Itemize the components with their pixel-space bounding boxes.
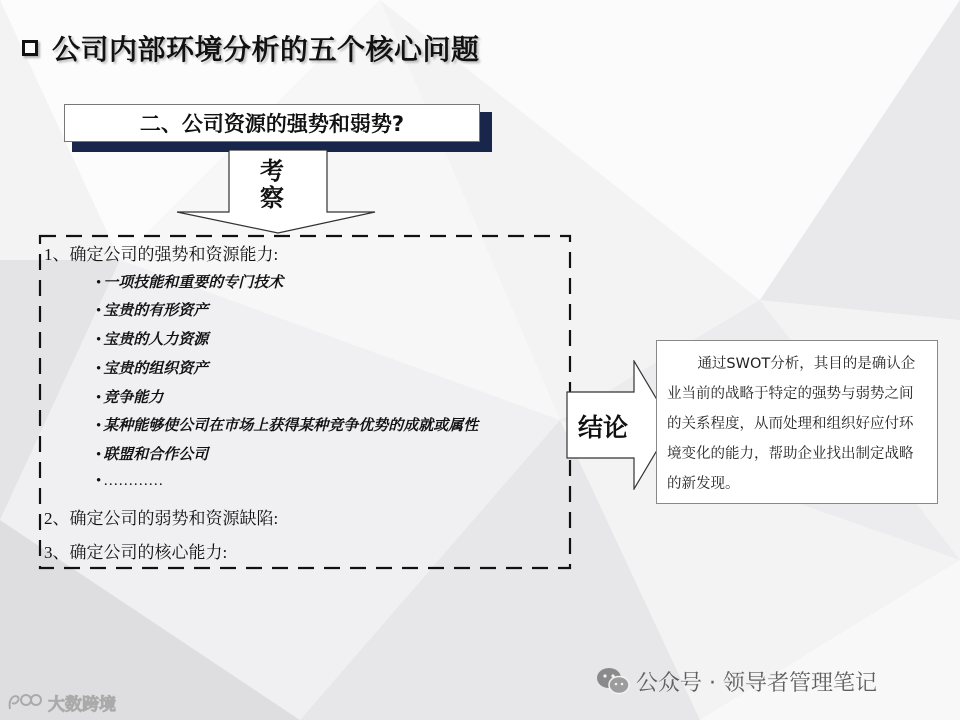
strength-item: • 宝贵的人力资源 bbox=[96, 330, 209, 348]
strength-item: • 联盟和合作公司 bbox=[96, 445, 209, 463]
conclusion-text: 通过SWOT分析，其目的是确认企业当前的战略于特定的强势与弱势之间的关系程度，从而处理和组织好应付环境变化的能力，帮助企业找出制定战略的新发现。 bbox=[667, 356, 916, 492]
conclusion-box bbox=[656, 340, 938, 504]
watermark bbox=[596, 664, 877, 698]
strength-item: • 宝贵的组织资产 bbox=[96, 359, 209, 377]
strength-item: • ………… bbox=[96, 473, 164, 489]
square-bullet-icon bbox=[22, 40, 38, 56]
brand-mark bbox=[6, 690, 116, 714]
wechat-icon bbox=[596, 666, 630, 696]
strength-item: • 宝贵的有形资产 bbox=[96, 301, 209, 319]
question-text: 二、公司资源的强势和弱势? bbox=[139, 112, 405, 136]
conclusion-label: 结论 bbox=[578, 413, 629, 442]
main-item-3: 3、确定公司的核心能力: bbox=[44, 543, 228, 562]
brand-text: 大数跨境 bbox=[48, 694, 116, 715]
watermark-text: 公众号 · 领导者管理笔记 bbox=[636, 670, 877, 696]
main-item-1: 1、确定公司的强势和资源能力: bbox=[44, 245, 279, 264]
slide-title-text: 公司内部环境分析的五个核心问题 bbox=[52, 33, 480, 66]
question-box bbox=[64, 104, 480, 142]
examine-label: 考察 bbox=[260, 157, 284, 212]
strength-item: • 某种能够使公司在市场上获得某种竞争优势的成就或属性 bbox=[96, 416, 479, 434]
brand-logo-icon bbox=[6, 691, 42, 713]
main-item-2: 2、确定公司的弱势和资源缺陷: bbox=[44, 509, 279, 528]
strength-item: • 竞争能力 bbox=[96, 388, 164, 406]
strength-item: • 一项技能和重要的专门技术 bbox=[96, 273, 284, 291]
slide-title bbox=[22, 28, 480, 68]
